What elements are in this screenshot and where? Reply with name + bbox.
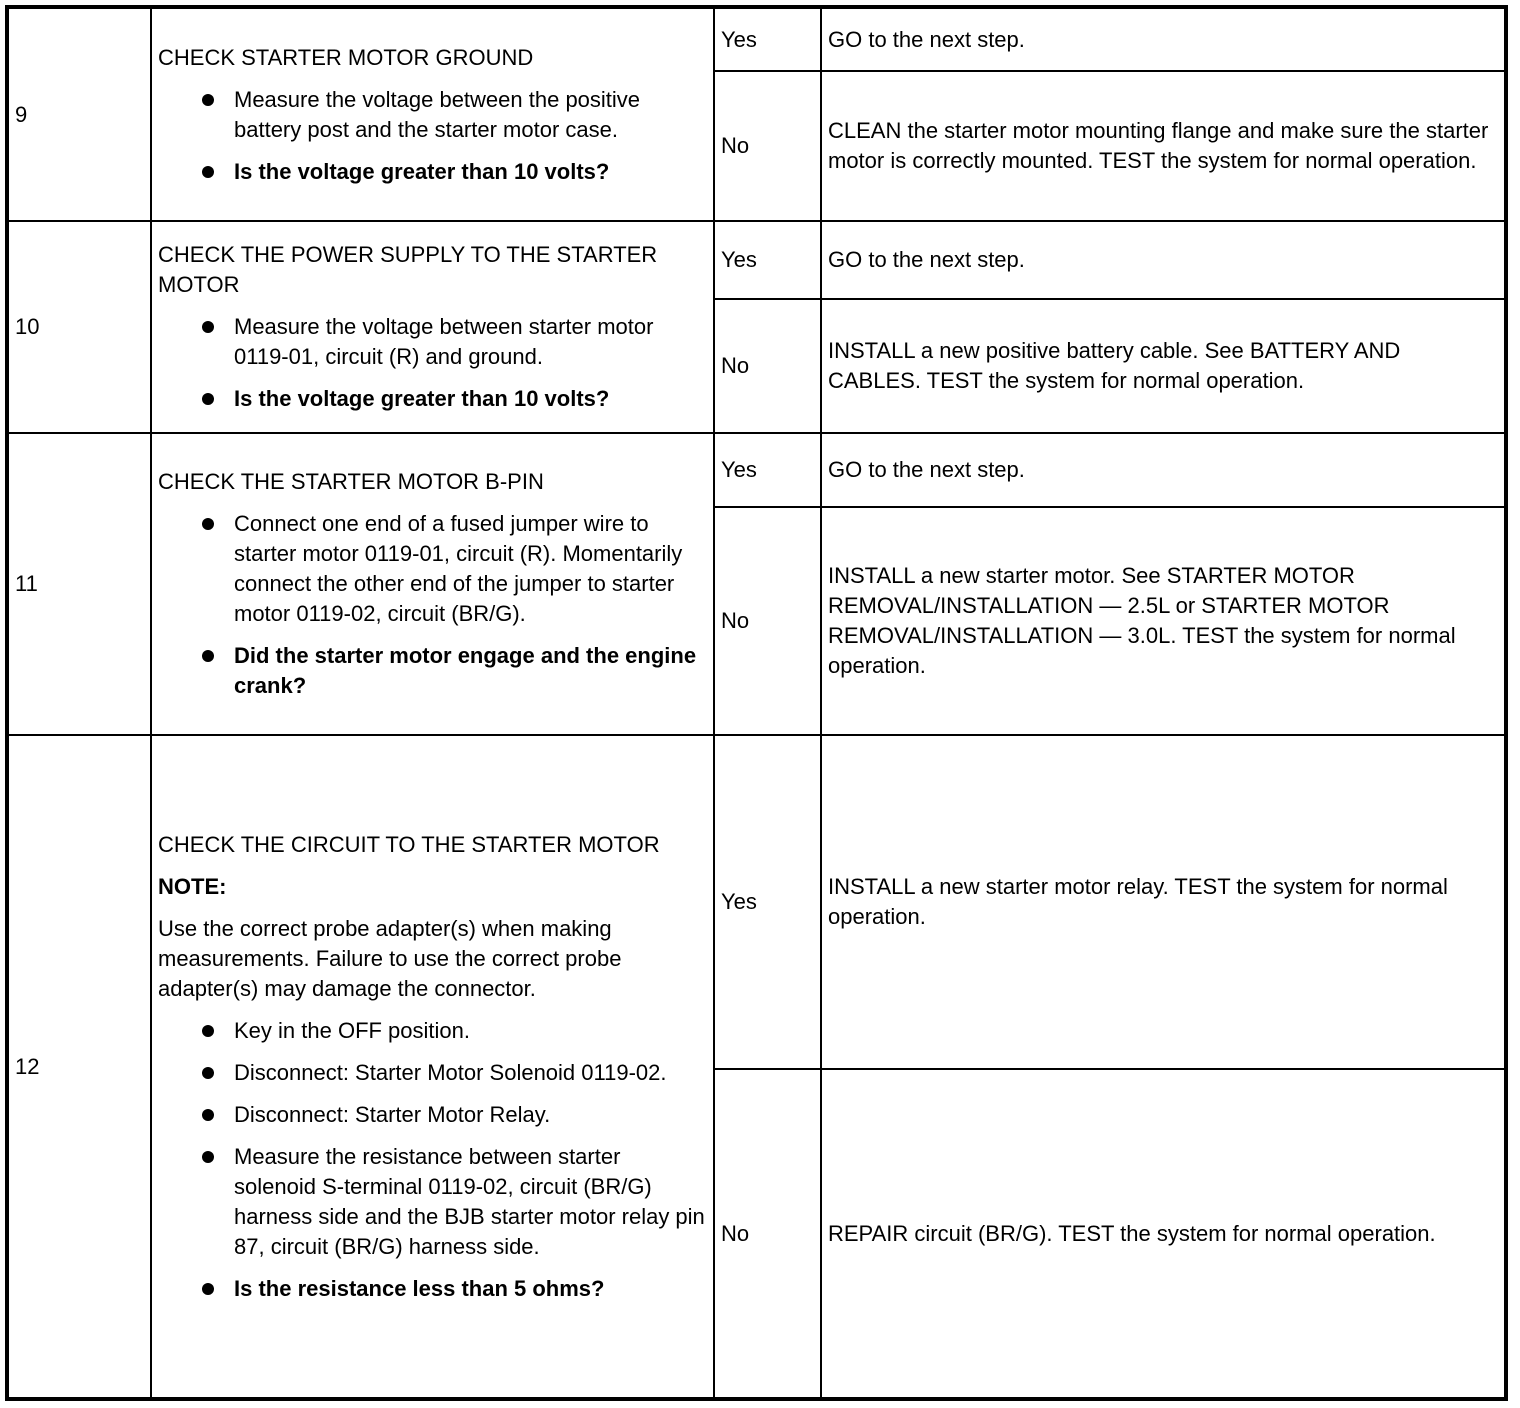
result-yes: GO to the next step. [821,221,1506,299]
answer-yes: Yes [714,221,821,299]
bullet-icon [202,1283,214,1295]
answer-no: No [714,1069,821,1399]
bullet-icon [202,94,214,106]
bullet-icon [202,1025,214,1037]
step-row-11-yes [7,433,1506,507]
step-action [151,735,714,1399]
bullet-icon [202,1067,214,1079]
bullet-item: Measure the resistance between starter solenoid S-terminal 0119-02, circuit (BR/G) harness side and the BJB starter motor relay pin 87, circuit (BR/G) harness side. [202,1142,707,1262]
bullet-icon [202,1151,214,1163]
result-no: INSTALL a new starter motor. See STARTER MOTOR REMOVAL/INSTALLATION — 2.5L or STARTER MOTOR REMOVAL/INSTALLATION — 3.0L. TEST the system for normal operation. [821,507,1506,735]
step-row-12-yes [7,735,1506,1069]
bullet-question: Is the voltage greater than 10 volts? [202,157,707,187]
step-action [151,433,714,735]
answer-yes: Yes [714,7,821,71]
step-row-10-yes [7,221,1506,299]
bullet-list [158,312,707,414]
answer-yes: Yes [714,735,821,1069]
bullet-icon [202,393,214,405]
bullet-icon [202,1109,214,1121]
bullet-item: Disconnect: Starter Motor Solenoid 0119-02. [202,1058,707,1088]
result-no: REPAIR circuit (BR/G). TEST the system for normal operation. [821,1069,1506,1399]
result-yes: GO to the next step. [821,433,1506,507]
bullet-list [158,509,707,701]
step-action [151,221,714,433]
bullet-item: Measure the voltage between starter motor 0119-01, circuit (R) and ground. [202,312,707,372]
result-yes: INSTALL a new starter motor relay. TEST the system for normal operation. [821,735,1506,1069]
step-action [151,7,714,221]
bullet-list [158,85,707,187]
bullet-item: Disconnect: Starter Motor Relay. [202,1100,707,1130]
note-label: NOTE: [158,873,227,899]
step-title: CHECK THE STARTER MOTOR B-PIN [158,469,544,494]
step-title: CHECK THE POWER SUPPLY TO THE STARTER MOTOR [158,242,658,297]
note-text: Use the correct probe adapter(s) when making measurements. Failure to use the correct probe adapter(s) may damage the connector. [158,915,622,1001]
bullet-icon [202,166,214,178]
answer-no: No [714,507,821,735]
step-number: 9 [7,7,151,221]
step-row-9-yes [7,7,1506,71]
bullet-question: Is the voltage greater than 10 volts? [202,384,707,414]
step-number: 11 [7,433,151,735]
result-no: INSTALL a new positive battery cable. See BATTERY AND CABLES. TEST the system for normal operation. [821,299,1506,433]
bullet-icon [202,321,214,333]
diagnostic-table [5,5,1508,1401]
bullet-item: Measure the voltage between the positive battery post and the starter motor case. [202,85,707,145]
answer-no: No [714,299,821,433]
bullet-icon [202,650,214,662]
bullet-item: Key in the OFF position. [202,1016,707,1046]
step-title: CHECK THE CIRCUIT TO THE STARTER MOTOR [158,831,660,857]
answer-yes: Yes [714,433,821,507]
step-number: 12 [7,735,151,1399]
result-yes: GO to the next step. [821,7,1506,71]
bullet-item: Connect one end of a fused jumper wire to starter motor 0119-01, circuit (R). Momentarily connect the other end of the jumper to starter motor 0119-02, circuit (BR/G). [202,509,707,629]
bullet-icon [202,518,214,530]
step-number: 10 [7,221,151,433]
step-title: CHECK STARTER MOTOR GROUND [158,44,534,70]
bullet-question: Did the starter motor engage and the engine crank? [202,641,707,701]
bullet-list [158,1016,707,1304]
result-no: CLEAN the starter motor mounting flange and make sure the starter motor is correctly mounted. TEST the system for normal operation. [821,71,1506,221]
answer-no: No [714,71,821,221]
bullet-question: Is the resistance less than 5 ohms? [202,1274,707,1304]
